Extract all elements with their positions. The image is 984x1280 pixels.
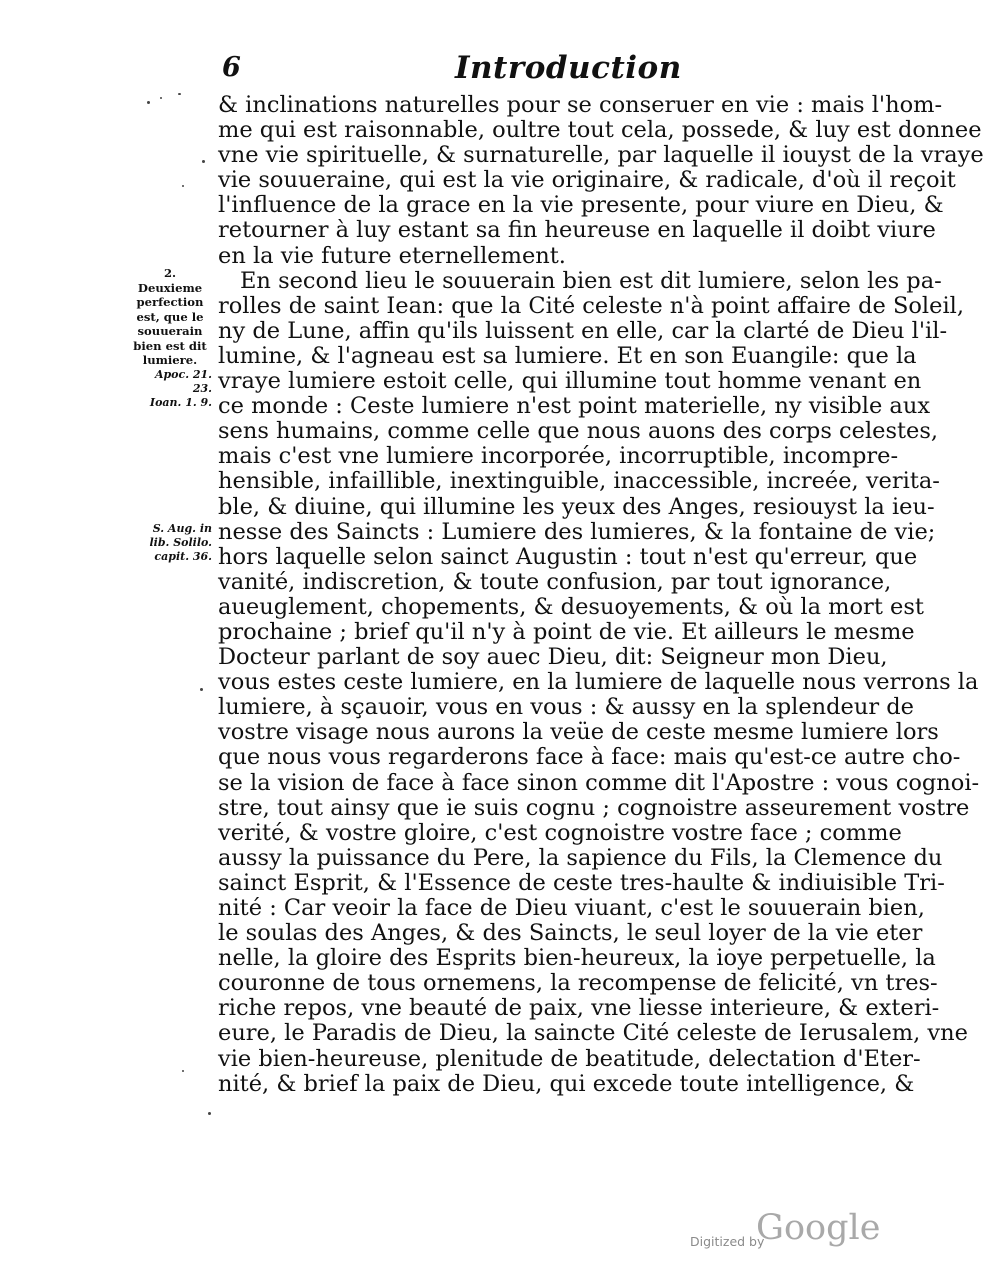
text-line: retourner à luy estant sa fin heureuse en laquelle il doibt viure xyxy=(218,217,936,244)
print-speck xyxy=(147,101,150,104)
margin-reference-augustin: S. Aug. in xyxy=(152,521,212,535)
text-line: vanité, indiscretion, & toute confusion, par tout ignorance, xyxy=(218,568,892,595)
text-line: ny de Lune, affin qu'ils luissent en elle, car la clarté de Dieu l'il- xyxy=(218,317,948,344)
margin-reference-ioan: Ioan. 1. 9. xyxy=(149,395,212,409)
text-line: & inclinations naturelles pour se conseruer en vie : mais l'hom- xyxy=(218,92,943,118)
text-line: aussy la puissance du Pere, la sapience du Fils, la Clemence du xyxy=(218,844,943,871)
text-line: que nous vous regarderons face à face: mais qu'est-ce autre cho- xyxy=(218,744,961,771)
running-title: Introduction xyxy=(455,50,682,86)
text-line: vostre visage nous aurons la veüe de ceste mesme lumiere lors xyxy=(218,719,939,746)
margin-reference-augustin: lib. Solilo. xyxy=(149,535,212,549)
text-line: nité, & brief la paix de Dieu, qui excede toute intelligence, & xyxy=(218,1070,915,1097)
print-speck xyxy=(160,97,162,99)
margin-reference-number: 23. xyxy=(192,381,212,395)
text-line: stre, tout ainsy que ie suis cognu ; cognoistre asseurement vostre xyxy=(218,794,970,821)
margin-reference-apoc: Apoc. 21. xyxy=(154,367,212,381)
text-line: vie bien-heureuse, plenitude de beatitude, delectation d'Eter- xyxy=(218,1045,921,1072)
text-line: vne vie spirituelle, & surnaturelle, par laquelle il iouyst de la vraye xyxy=(218,142,984,169)
margin-notes xyxy=(128,266,212,564)
text-line: vous estes ceste lumiere, en la lumiere de laquelle nous verrons la xyxy=(218,669,979,696)
print-speck xyxy=(202,160,205,163)
text-line: eure, le Paradis de Dieu, la saincte Cité celeste de Ierusalem, vne xyxy=(218,1020,968,1047)
text-line: Docteur parlant de soy auec Dieu, dit: Seigneur mon Dieu, xyxy=(218,644,888,671)
margin-note-line: perfection xyxy=(136,295,204,309)
text-line: ce monde : Ceste lumiere n'est point materielle, ny visible aux xyxy=(218,393,931,420)
text-line: En second lieu le souuerain bien est dit lumiere, selon les pa- xyxy=(240,267,942,294)
text-line: vie souueraine, qui est la vie originaire, & radicale, d'où il reçoit xyxy=(218,167,956,194)
margin-reference-augustin: capit. 36. xyxy=(154,549,212,563)
margin-note-line: souuerain xyxy=(137,324,203,338)
text-line: riche repos, vne beauté de paix, vne liesse interieure, & exteri- xyxy=(218,995,940,1022)
text-line: hensible, infaillible, inextinguible, inaccessible, increée, verita- xyxy=(218,468,940,495)
text-line: couronne de tous ornemens, la recompense de felicité, vn tres- xyxy=(218,970,938,997)
margin-note-number: 2. xyxy=(163,266,177,280)
text-line: vraye lumiere estoit celle, qui illumine tout homme venant en xyxy=(218,368,922,395)
print-speck xyxy=(208,1112,211,1115)
text-line: lumine, & l'agneau est sa lumiere. Et en son Euangile: que la xyxy=(218,342,917,369)
text-line: l'influence de la grace en la vie presente, pour viure en Dieu, & xyxy=(218,192,944,219)
text-line: prochaine ; brief qu'il n'y à point de vie. Et ailleurs le mesme xyxy=(218,618,915,645)
text-line: sainct Esprit, & l'Essence de ceste tres-haulte & indiuisible Tri- xyxy=(218,869,945,896)
margin-note-line: bien est dit xyxy=(133,338,207,353)
body-text xyxy=(218,92,984,1097)
print-speck xyxy=(178,93,181,95)
text-line: se la vision de face à face sinon comme dit l'Apostre : vous cognoi- xyxy=(218,769,980,796)
print-speck xyxy=(200,688,203,691)
text-line: hors laquelle selon sainct Augustin : tout n'est qu'erreur, que xyxy=(218,543,918,570)
text-line: le soulas des Anges, & des Saincts, le seul loyer de la vie eter xyxy=(218,920,923,947)
text-line: sens humains, comme celle que nous auons des corps celestes, xyxy=(218,418,939,445)
margin-note-line: est, que le xyxy=(136,309,204,324)
google-logo: Google xyxy=(756,1208,881,1248)
margin-note-line: Deuxieme xyxy=(137,280,203,295)
text-line: me qui est raisonnable, oultre tout cela, possede, & luy est donnee xyxy=(218,117,982,144)
text-line: nelle, la gloire des Esprits bien-heureux, la ioye perpetuelle, la xyxy=(218,945,936,972)
watermark-caption: Digitized by xyxy=(690,1234,765,1249)
text-line: lumiere, à sçauoir, vous en vous : & aussy en la splendeur de xyxy=(218,694,914,721)
text-line: nité : Car veoir la face de Dieu viuant, c'est le souuerain bien, xyxy=(218,895,925,921)
text-line: en la vie future eternellement. xyxy=(218,242,566,269)
text-line: verité, & vostre gloire, c'est cognoistre vostre face ; comme xyxy=(218,819,902,846)
text-line: nesse des Saincts : Lumiere des lumieres, & la fontaine de vie; xyxy=(218,518,936,545)
print-speck xyxy=(182,185,184,187)
text-line: aueuglement, chopements, & desuoyements, & où la mort est xyxy=(218,593,924,620)
text-line: rolles de saint Iean: que la Cité celeste n'à point affaire de Soleil, xyxy=(218,292,964,319)
page-number: 6 xyxy=(222,52,241,83)
text-line: ble, & diuine, qui illumine les yeux des Anges, resiouyst la ieu- xyxy=(218,493,935,520)
print-speck xyxy=(182,1070,184,1072)
text-line: mais c'est vne lumiere incorporée, incorruptible, incompre- xyxy=(218,443,899,470)
margin-note-line: lumiere. xyxy=(142,353,198,367)
